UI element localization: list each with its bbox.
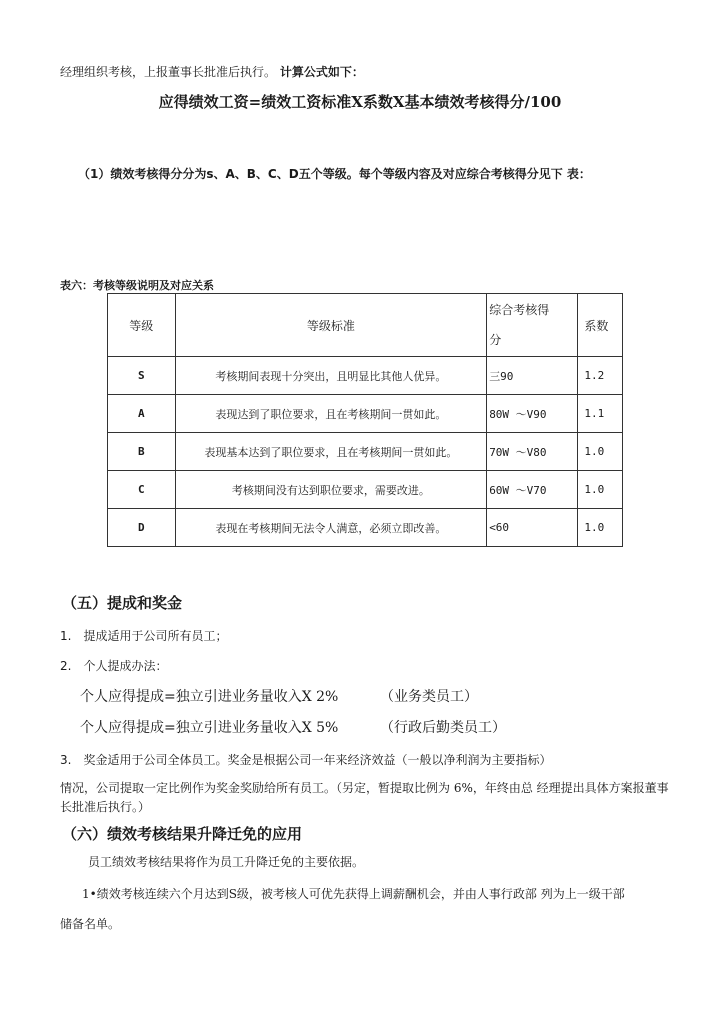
table-row <box>108 357 623 395</box>
table-caption: 表六：考核等级说明及对应关系 <box>60 279 214 292</box>
cell-standard: 表现在考核期间无法令人满意，必须立即改善。 <box>175 509 487 547</box>
table-header-row <box>108 294 623 357</box>
formula-text: 个人应得提成=独立引进业务量收入X 5% <box>80 720 339 736</box>
formula-note: （行政后勤类员工） <box>380 720 506 736</box>
cell-grade: D <box>108 509 176 547</box>
section-5-item-3 <box>60 751 551 768</box>
item-number: 2. <box>60 659 72 673</box>
cell-grade: S <box>108 357 176 395</box>
cell-standard: 考核期间表现十分突出，且明显比其他人优异。 <box>175 357 487 395</box>
cell-grade: A <box>108 395 176 433</box>
table-row <box>108 471 623 509</box>
cell-grade: C <box>108 471 176 509</box>
cell-standard: 表现基本达到了职位要求，且在考核期间一贯如此。 <box>175 433 487 471</box>
item-text: 提成适用于公司所有员工； <box>83 629 228 643</box>
header-score <box>487 294 578 357</box>
section-6-paragraph-2: 1•绩效考核连续六个月达到S级，被考核人可优先获得上调薪酬机会，并由人事行政部 列为上一级干部 <box>82 887 625 901</box>
formula-text: 个人应得提成=独立引进业务量收入X 2% <box>80 689 339 705</box>
cell-standard: 考核期间没有达到职位要求，需要改进。 <box>175 471 487 509</box>
cell-score: <60 <box>487 509 578 547</box>
table-row <box>108 433 623 471</box>
formula: 应得绩效工资=绩效工资标准X系数X基本绩效考核得分/100 <box>158 93 562 111</box>
item-number: 3. <box>60 753 72 767</box>
section-5-item-3-continued: 情况，公司提取一定比例作为奖金奖励给所有员工。（另定，暂提取比例为 6%，年终由总 经理提出具体方案报董事长批准后执行。） <box>60 781 669 814</box>
table-row <box>108 509 623 547</box>
section-6-paragraph-3: 储备名单。 <box>60 917 121 931</box>
table-row <box>108 395 623 433</box>
intro-line <box>60 63 364 80</box>
section-5-item-2 <box>60 657 167 674</box>
grade-table <box>107 293 623 547</box>
item-text: 奖金适用于公司全体员工。奖金是根据公司一年来经济效益（一般以净利润为主要指标） <box>83 753 552 767</box>
cell-score: 三90 <box>487 357 578 395</box>
formula-note: （业务类员工） <box>380 689 478 705</box>
cell-coef: 1.1 <box>578 395 623 433</box>
cell-score: 60W ～V70 <box>487 471 578 509</box>
commission-formula-business <box>80 686 478 706</box>
cell-coef: 1.0 <box>578 433 623 471</box>
commission-formula-admin <box>80 717 506 737</box>
section-5-title: （五）提成和奖金 <box>62 594 183 612</box>
cell-standard: 表现达到了职位要求，且在考核期间一贯如此。 <box>175 395 487 433</box>
cell-score: 70W ～V80 <box>487 433 578 471</box>
item-text: 个人提成办法： <box>83 659 168 673</box>
intro-bold-text: 计算公式如下： <box>279 65 364 79</box>
cell-coef: 1.0 <box>578 509 623 547</box>
section-6-paragraph-1: 员工绩效考核结果将作为员工升降迁免的主要依据。 <box>88 855 365 869</box>
cell-coef: 1.2 <box>578 357 623 395</box>
intro-text: 经理组织考核，上报董事长批准后执行。 <box>60 65 277 79</box>
cell-score: 80W ～V90 <box>487 395 578 433</box>
header-standard: 等级标准 <box>175 294 487 357</box>
cell-coef: 1.0 <box>578 471 623 509</box>
section-5-item-1 <box>60 627 227 644</box>
header-coef: 系数 <box>578 294 623 357</box>
grade-description-paragraph: （1）绩效考核得分分为s、A、B、C、D五个等级。每个等级内容及对应综合考核得分见下 表： <box>78 167 591 181</box>
item-number: 1. <box>60 629 72 643</box>
section-6-title: （六）绩效考核结果升降迁免的应用 <box>62 825 303 843</box>
header-score-line2: 分 <box>489 333 502 347</box>
cell-grade: B <box>108 433 176 471</box>
header-grade: 等级 <box>108 294 176 357</box>
header-score-line1: 综合考核得 <box>489 303 550 317</box>
